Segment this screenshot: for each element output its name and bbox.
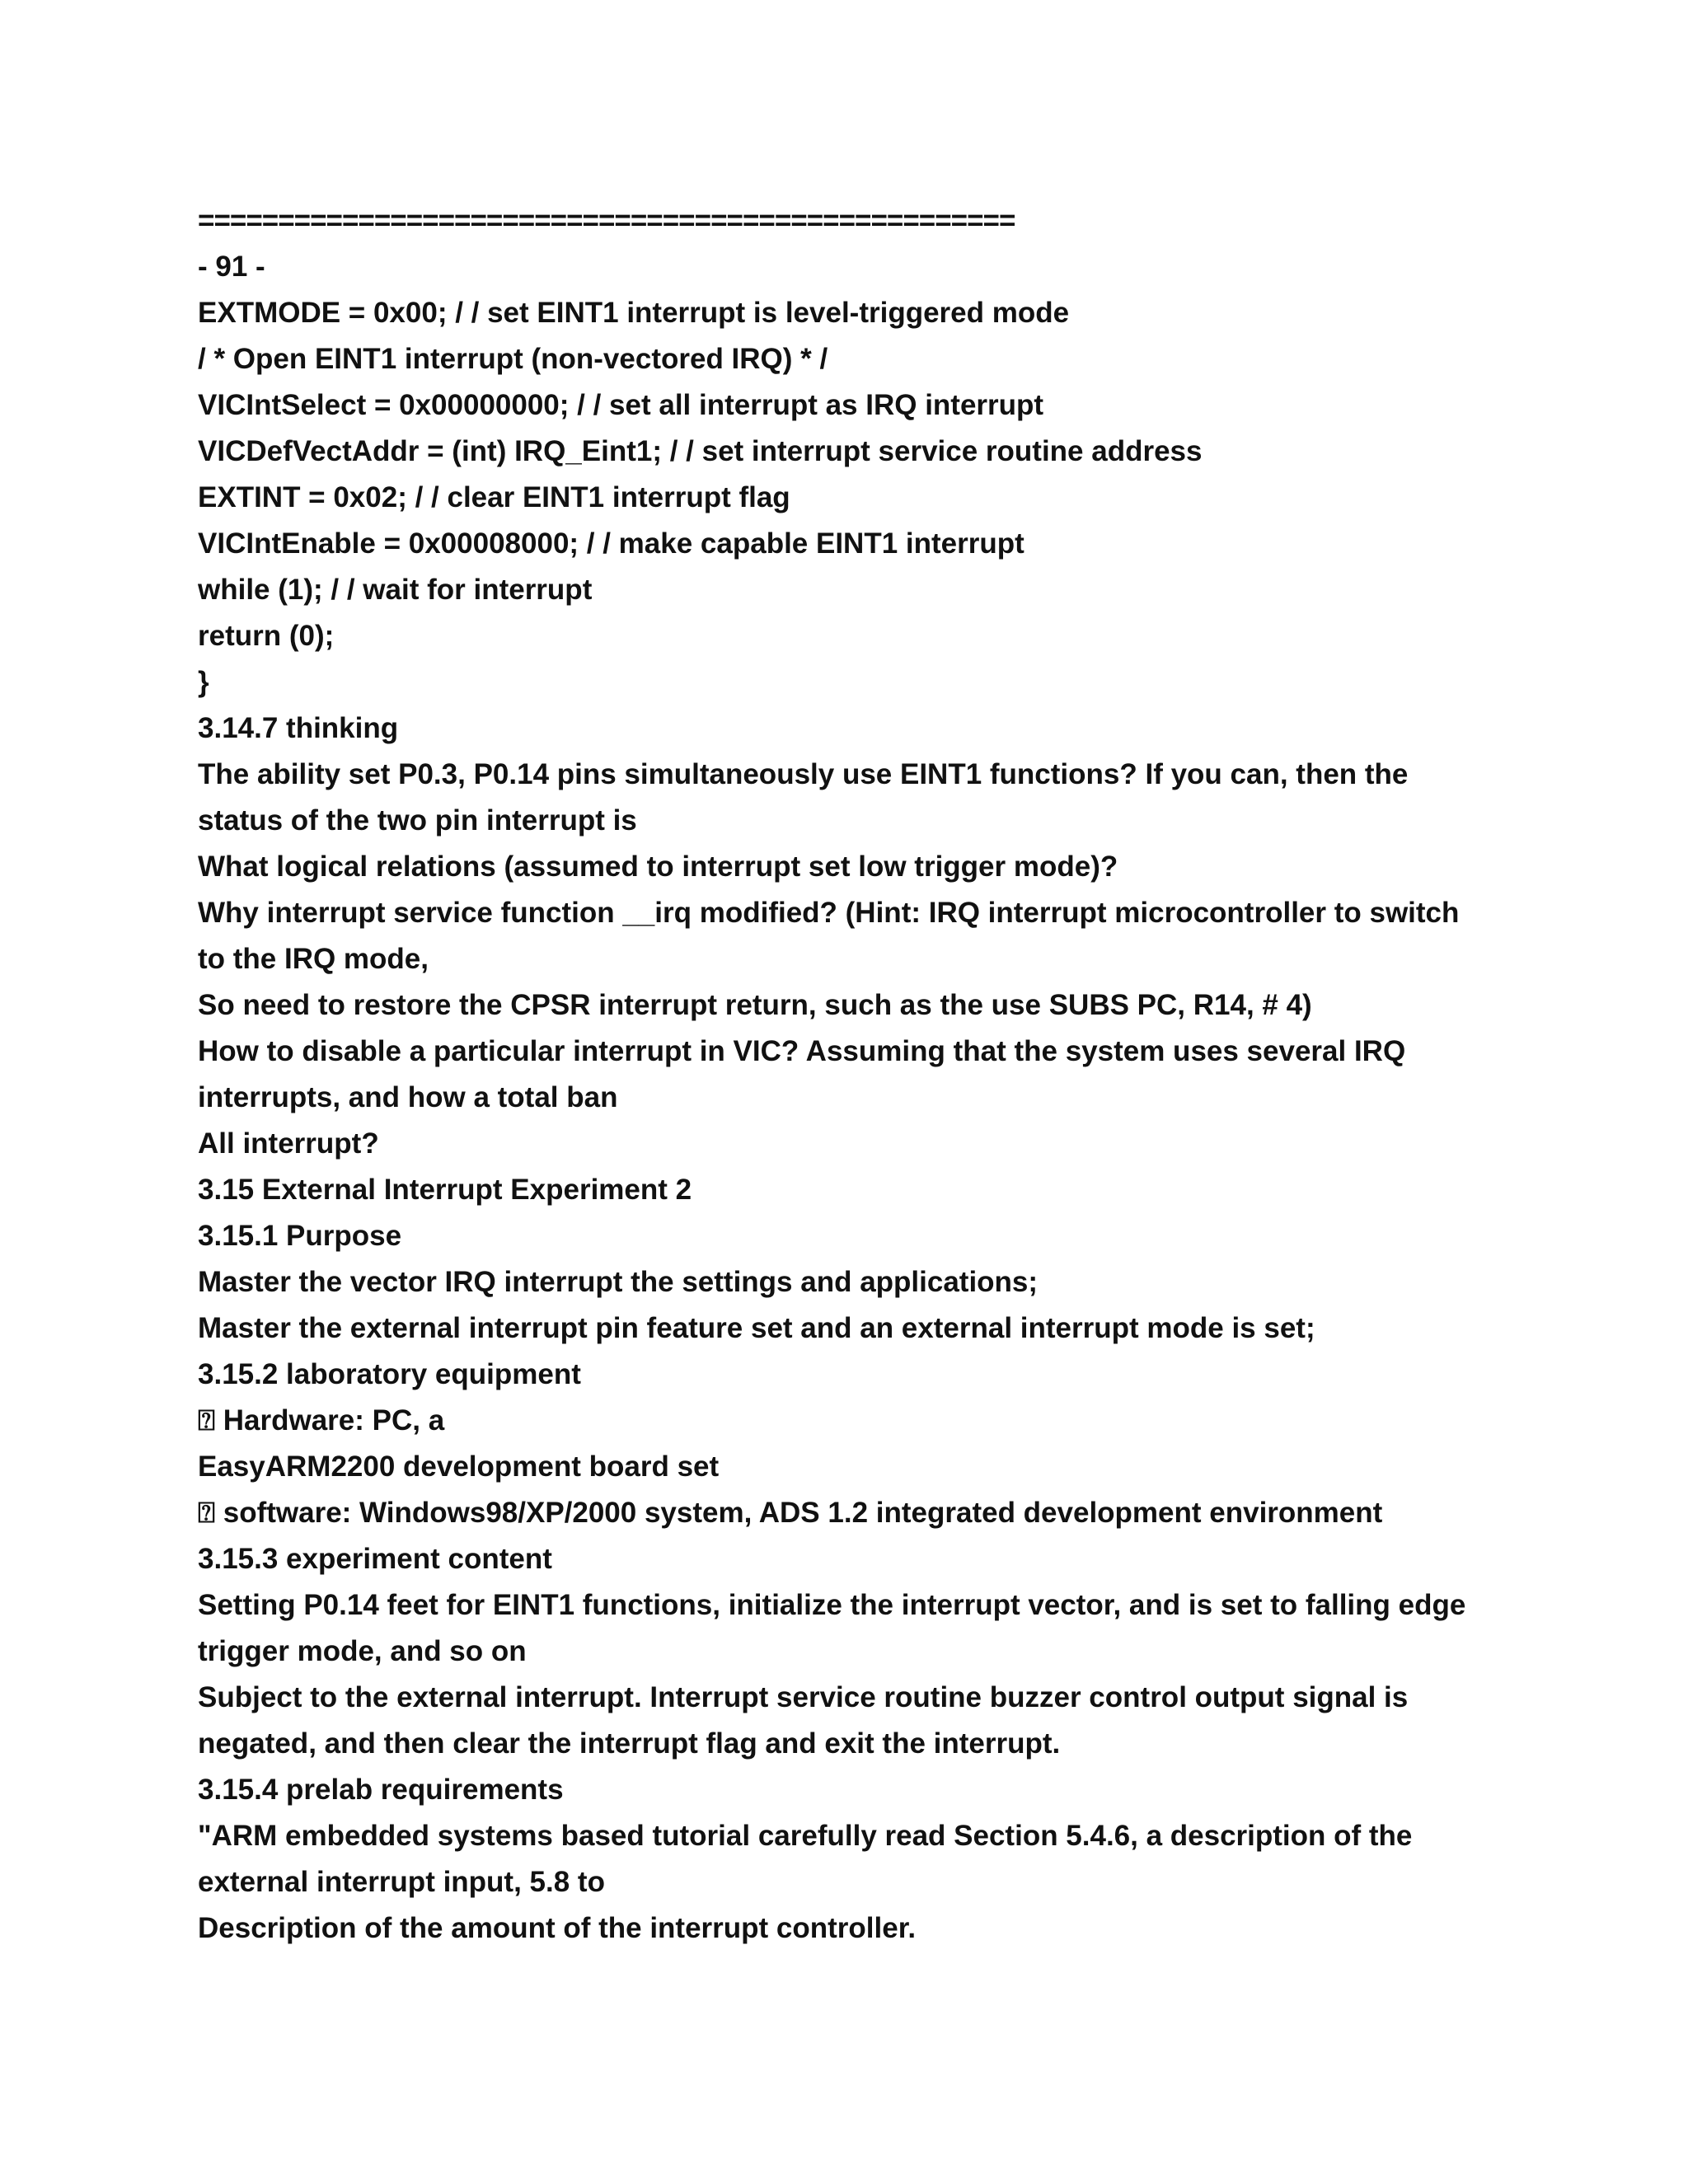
separator-line: =================================================== bbox=[198, 204, 1015, 237]
document-content bbox=[198, 198, 1500, 1952]
text-line: trigger mode, and so on bbox=[198, 1635, 527, 1667]
section-heading: 3.14.7 thinking bbox=[198, 712, 399, 744]
text-line: VICIntEnable = 0x00008000; / / make capable EINT1 interrupt bbox=[198, 527, 1025, 560]
text-line: Subject to the external interrupt. Interrupt service routine buzzer control output signal is bbox=[198, 1681, 1409, 1713]
text-line: return (0); bbox=[198, 620, 335, 652]
bullet-item: ⍰ Hardware: PC, a bbox=[198, 1404, 445, 1436]
text-line: "ARM embedded systems based tutorial carefully read Section 5.4.6, a description of the bbox=[198, 1820, 1413, 1852]
text-line: while (1); / / wait for interrupt bbox=[198, 574, 593, 606]
text-line: Master the external interrupt pin feature set and an external interrupt mode is set; bbox=[198, 1312, 1315, 1344]
text-line: } bbox=[198, 666, 209, 698]
text-line: / * Open EINT1 interrupt (non-vectored IRQ) * / bbox=[198, 343, 828, 375]
text-line: EXTMODE = 0x00; / / set EINT1 interrupt is level-triggered mode bbox=[198, 297, 1070, 329]
text-line: interrupts, and how a total ban bbox=[198, 1081, 618, 1113]
page-number: - 91 - bbox=[198, 251, 265, 283]
text-line: Description of the amount of the interrupt controller. bbox=[198, 1912, 917, 1944]
text-line: external interrupt input, 5.8 to bbox=[198, 1866, 605, 1898]
section-heading: 3.15.3 experiment content bbox=[198, 1543, 552, 1575]
text-line: to the IRQ mode, bbox=[198, 943, 429, 975]
text-line: Master the vector IRQ interrupt the settings and applications; bbox=[198, 1266, 1039, 1298]
text-line: EasyARM2200 development board set bbox=[198, 1451, 720, 1483]
text-line: VICDefVectAddr = (int) IRQ_Eint1; / / set interrupt service routine address bbox=[198, 435, 1203, 467]
text-line: So need to restore the CPSR interrupt return, such as the use SUBS PC, R14, # 4) bbox=[198, 989, 1312, 1021]
section-heading: 3.15 External Interrupt Experiment 2 bbox=[198, 1174, 692, 1206]
text-line: The ability set P0.3, P0.14 pins simultaneously use EINT1 functions? If you can, then the bbox=[198, 758, 1409, 790]
text-line: All interrupt? bbox=[198, 1127, 379, 1160]
text-line: VICIntSelect = 0x00000000; / / set all interrupt as IRQ interrupt bbox=[198, 389, 1044, 421]
text-line: status of the two pin interrupt is bbox=[198, 804, 637, 837]
text-line: EXTINT = 0x02; / / clear EINT1 interrupt flag bbox=[198, 481, 790, 513]
text-line: Why interrupt service function __irq modified? (Hint: IRQ interrupt microcontroller to switch bbox=[198, 897, 1460, 929]
bullet-item: ⍰ software: Windows98/XP/2000 system, ADS 1.2 integrated development environment bbox=[198, 1497, 1383, 1529]
text-line: How to disable a particular interrupt in VIC? Assuming that the system uses several IRQ bbox=[198, 1035, 1406, 1067]
section-heading: 3.15.1 Purpose bbox=[198, 1220, 402, 1252]
section-heading: 3.15.2 laboratory equipment bbox=[198, 1358, 581, 1390]
text-line: What logical relations (assumed to interrupt set low trigger mode)? bbox=[198, 851, 1118, 883]
text-line: Setting P0.14 feet for EINT1 functions, initialize the interrupt vector, and is set to falling edge bbox=[198, 1589, 1466, 1621]
text-line: negated, and then clear the interrupt flag and exit the interrupt. bbox=[198, 1727, 1061, 1760]
section-heading: 3.15.4 prelab requirements bbox=[198, 1774, 564, 1806]
